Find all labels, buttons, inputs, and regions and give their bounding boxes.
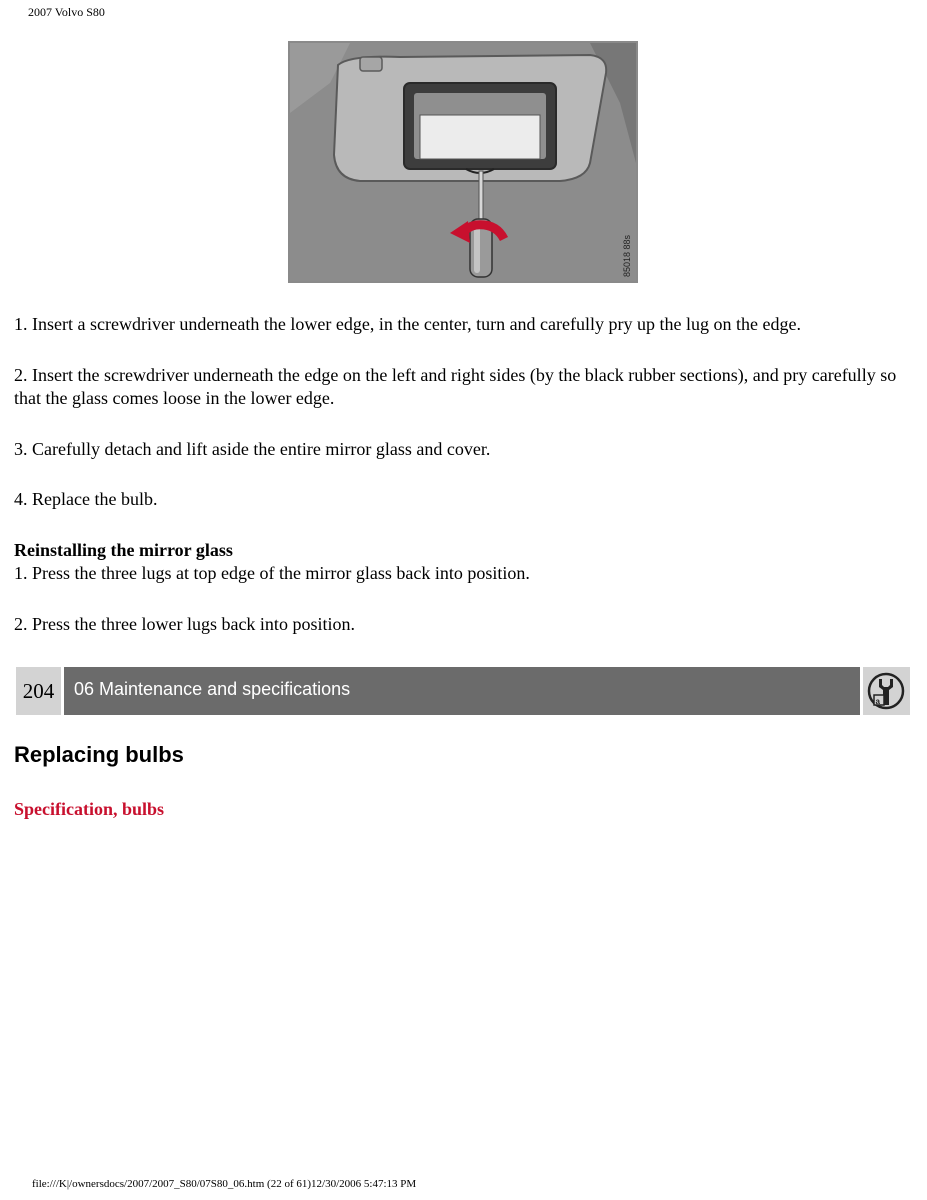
instruction-steps (14, 313, 914, 663)
page-number: 204 (16, 667, 61, 715)
reinstall-step-1: 1. Press the three lugs at top edge of the mirror glass back into position. (14, 563, 530, 583)
figure-code: 85018 88s (622, 234, 632, 277)
specification-bulbs-link[interactable]: Specification, bulbs (14, 799, 165, 819)
step-1: 1. Insert a screwdriver underneath the lower edge, in the center, turn and carefully pry up the lug on the edge. (14, 314, 801, 334)
sun-visor-mirror-illustration (288, 41, 638, 283)
step-2: 2. Insert the screwdriver underneath the edge on the left and right sides (by the black rubber sections), and pry carefully so that the glass comes loose in the lower edge. (14, 364, 897, 408)
reinstall-step-2: 2. Press the three lower lugs back into position. (14, 613, 355, 634)
chapter-title: 06 Maintenance and specifications (64, 667, 860, 715)
document-footer: file:///K|/ownersdocs/2007/2007_S80/07S80_06.htm (22 of 61)12/30/2006 5:47:13 PM (32, 1178, 417, 1190)
step-4: 4. Replace the bulb. (14, 489, 158, 509)
section-title: Replacing bulbs (14, 742, 184, 767)
svg-text:a: a (875, 697, 880, 706)
chapter-bar (16, 667, 910, 715)
document-header: 2007 Volvo S80 (28, 5, 105, 19)
reinstall-heading: Reinstalling the mirror glass (14, 539, 233, 560)
chapter-icon-box (863, 667, 910, 715)
step-3: 3. Carefully detach and lift aside the entire mirror glass and cover. (14, 438, 491, 459)
wrench-icon (863, 667, 910, 715)
